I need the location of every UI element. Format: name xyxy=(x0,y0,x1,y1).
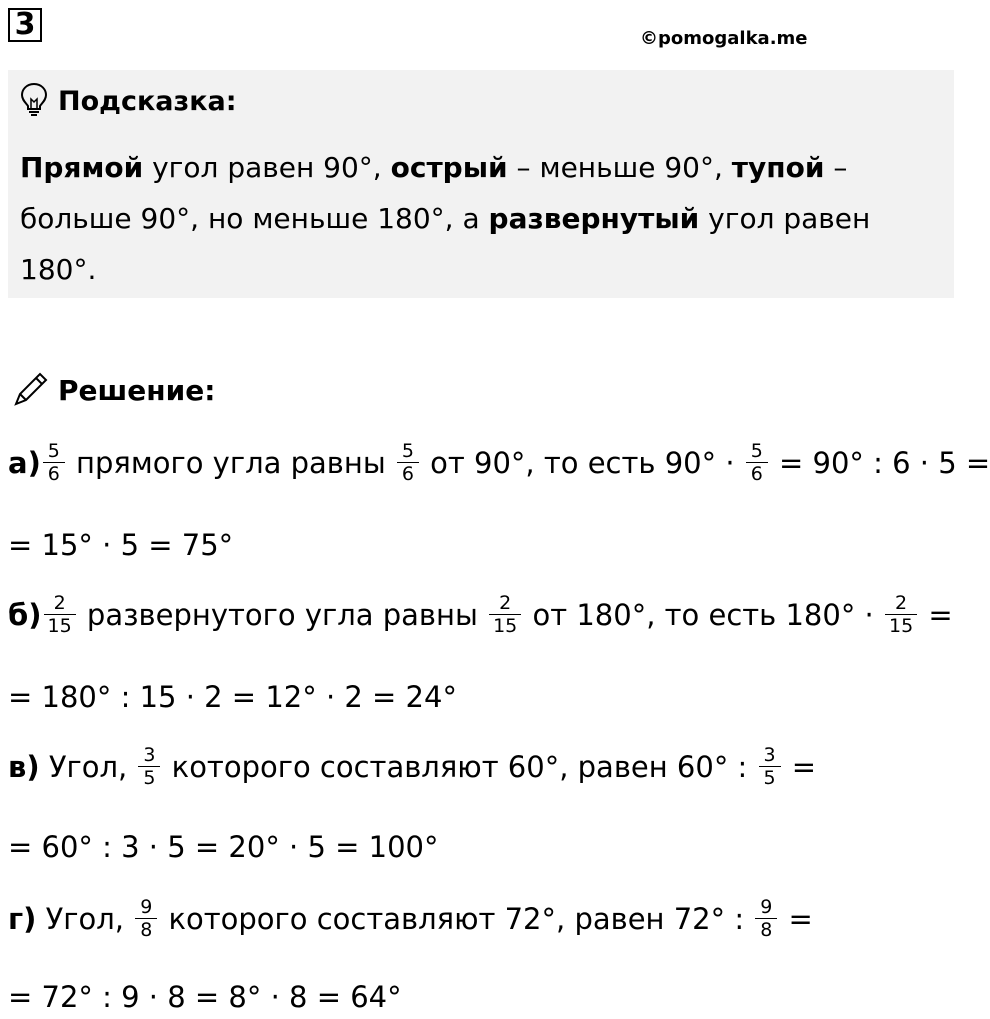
pencil-icon xyxy=(12,368,52,412)
hint-text-part: – меньше 90°, xyxy=(507,151,732,184)
hint-term-straight: развернутый xyxy=(488,202,700,235)
hint-term-obtuse: тупой xyxy=(731,151,825,184)
hint-term-right: Прямой xyxy=(20,151,144,184)
fraction: $\frac{3}{5}$ xyxy=(140,744,158,789)
hint-header xyxy=(20,84,237,118)
hint-text-part: угол равен 90°, xyxy=(143,151,391,184)
hint-text-part: – больше 90°, но меньше 180°, а xyxy=(20,151,848,235)
label-b: б) xyxy=(8,597,42,632)
solution-b-line2: = 180° : 15 · 2 = 12° · 2 = 24° xyxy=(8,680,457,714)
lightbulb-icon xyxy=(20,82,48,120)
fraction: $\frac{5}{6}$ xyxy=(399,440,417,485)
solution-a-line1: а) $\frac{5}{6}$ прямого угла равны $\frac{5}{6}$ от 90°, то есть 90° · $\frac{5}{6}$ = 90° : 6 · 5 = xyxy=(8,440,990,485)
solution-g-line2: = 72° : 9 · 8 = 8° · 8 = 64° xyxy=(8,980,402,1014)
fraction: $\frac{2}{15}$ xyxy=(46,592,74,637)
fraction: $\frac{2}{15}$ xyxy=(887,592,915,637)
fraction: $\frac{2}{15}$ xyxy=(491,592,519,637)
fraction: $\frac{5}{6}$ xyxy=(748,440,766,485)
solution-title: Решение: xyxy=(58,373,216,407)
hint-text xyxy=(20,142,930,295)
label-a: а) xyxy=(8,445,41,480)
solution-g-line1: г) Угол, $\frac{9}{8}$ которого составляют 72°, равен 72° : $\frac{9}{8}$ = xyxy=(8,896,813,941)
hint-title: Подсказка: xyxy=(58,85,237,117)
solution-v-line1: в) Угол, $\frac{3}{5}$ которого составляют 60°, равен 60° : $\frac{3}{5}$ = xyxy=(8,744,817,789)
fraction: $\frac{3}{5}$ xyxy=(761,744,779,789)
label-g: г) xyxy=(8,901,37,936)
watermark: ©pomogalka.me xyxy=(640,28,808,49)
fraction: $\frac{9}{8}$ xyxy=(137,896,155,941)
hint-panel xyxy=(8,70,954,298)
solution-b-line1: б) $\frac{2}{15}$ развернутого угла равны $\frac{2}{15}$ от 180°, то есть 180° · $\frac{2}{15}$ = xyxy=(8,592,953,637)
task-number: 3 xyxy=(8,8,42,42)
solution-header xyxy=(12,370,215,410)
fraction: $\frac{9}{8}$ xyxy=(757,896,775,941)
hint-term-acute: острый xyxy=(390,151,508,184)
solution-a-line2: = 15° · 5 = 75° xyxy=(8,528,234,562)
hint-text-part: угол равен 180°. xyxy=(20,202,871,286)
solution-v-line2: = 60° : 3 · 5 = 20° · 5 = 100° xyxy=(8,830,439,864)
label-v: в) xyxy=(8,749,40,784)
fraction: $\frac{5}{6}$ xyxy=(45,440,63,485)
